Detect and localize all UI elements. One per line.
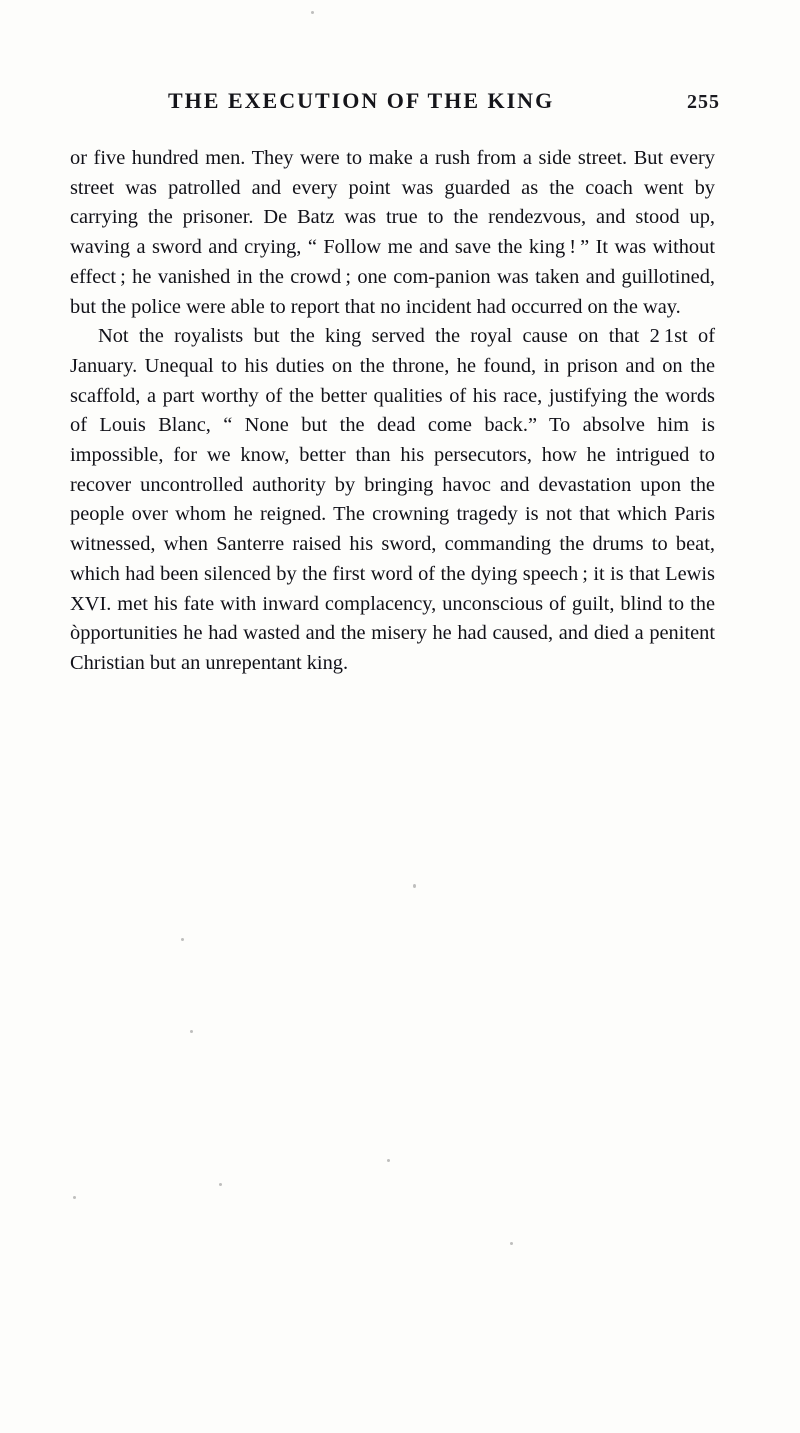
paper-speck bbox=[190, 1030, 193, 1033]
page-title: THE EXECUTION OF THE KING bbox=[168, 88, 555, 113]
page-number: 255 bbox=[687, 91, 720, 113]
body-text bbox=[70, 144, 715, 679]
paper-speck bbox=[219, 1183, 222, 1186]
paper-speck bbox=[387, 1159, 390, 1162]
running-head bbox=[70, 88, 720, 114]
paper-speck bbox=[510, 1242, 513, 1245]
paragraph: or five hundred men. They were to make a rush from a side street. But every street was patrolled and every point was guarded as the coach went by carrying the prisoner. De Batz was true to the rendezvous, and stood up, waving a sword and crying, “ Follow me and save the king ! ” It was without effect ; he vanished in the crowd ; one com-panion was taken and guillotined, but the police were able to report that no incident had occurred on the way. bbox=[70, 147, 715, 318]
paper-speck bbox=[181, 938, 184, 941]
paper-speck bbox=[73, 1196, 76, 1199]
paper-speck bbox=[413, 884, 416, 888]
paragraph: Not the royalists but the king served the royal cause on that 2 1st of January. Unequal to his duties on the throne, he found, in prison and on the scaffold, a part worthy of the better qualities of his race, justifying the words of Louis Blanc, “ None but the dead come back.” To absolve him is impossible, for we know, better than his persecutors, how he intrigued to recover uncontrolled authority by bringing havoc and devastation upon the people over whom he reigned. The crowning tragedy is not that which Paris witnessed, when Santerre raised his sword, commanding the drums to beat, which had been silenced by the first word of the dying speech ; it is that Lewis XVI. met his fate with inward complacency, unconscious of guilt, blind to the òpportunities he had wasted and the misery he had caused, and died a penitent Christian but an unrepentant king. bbox=[70, 325, 715, 674]
paper-speck bbox=[311, 11, 314, 14]
